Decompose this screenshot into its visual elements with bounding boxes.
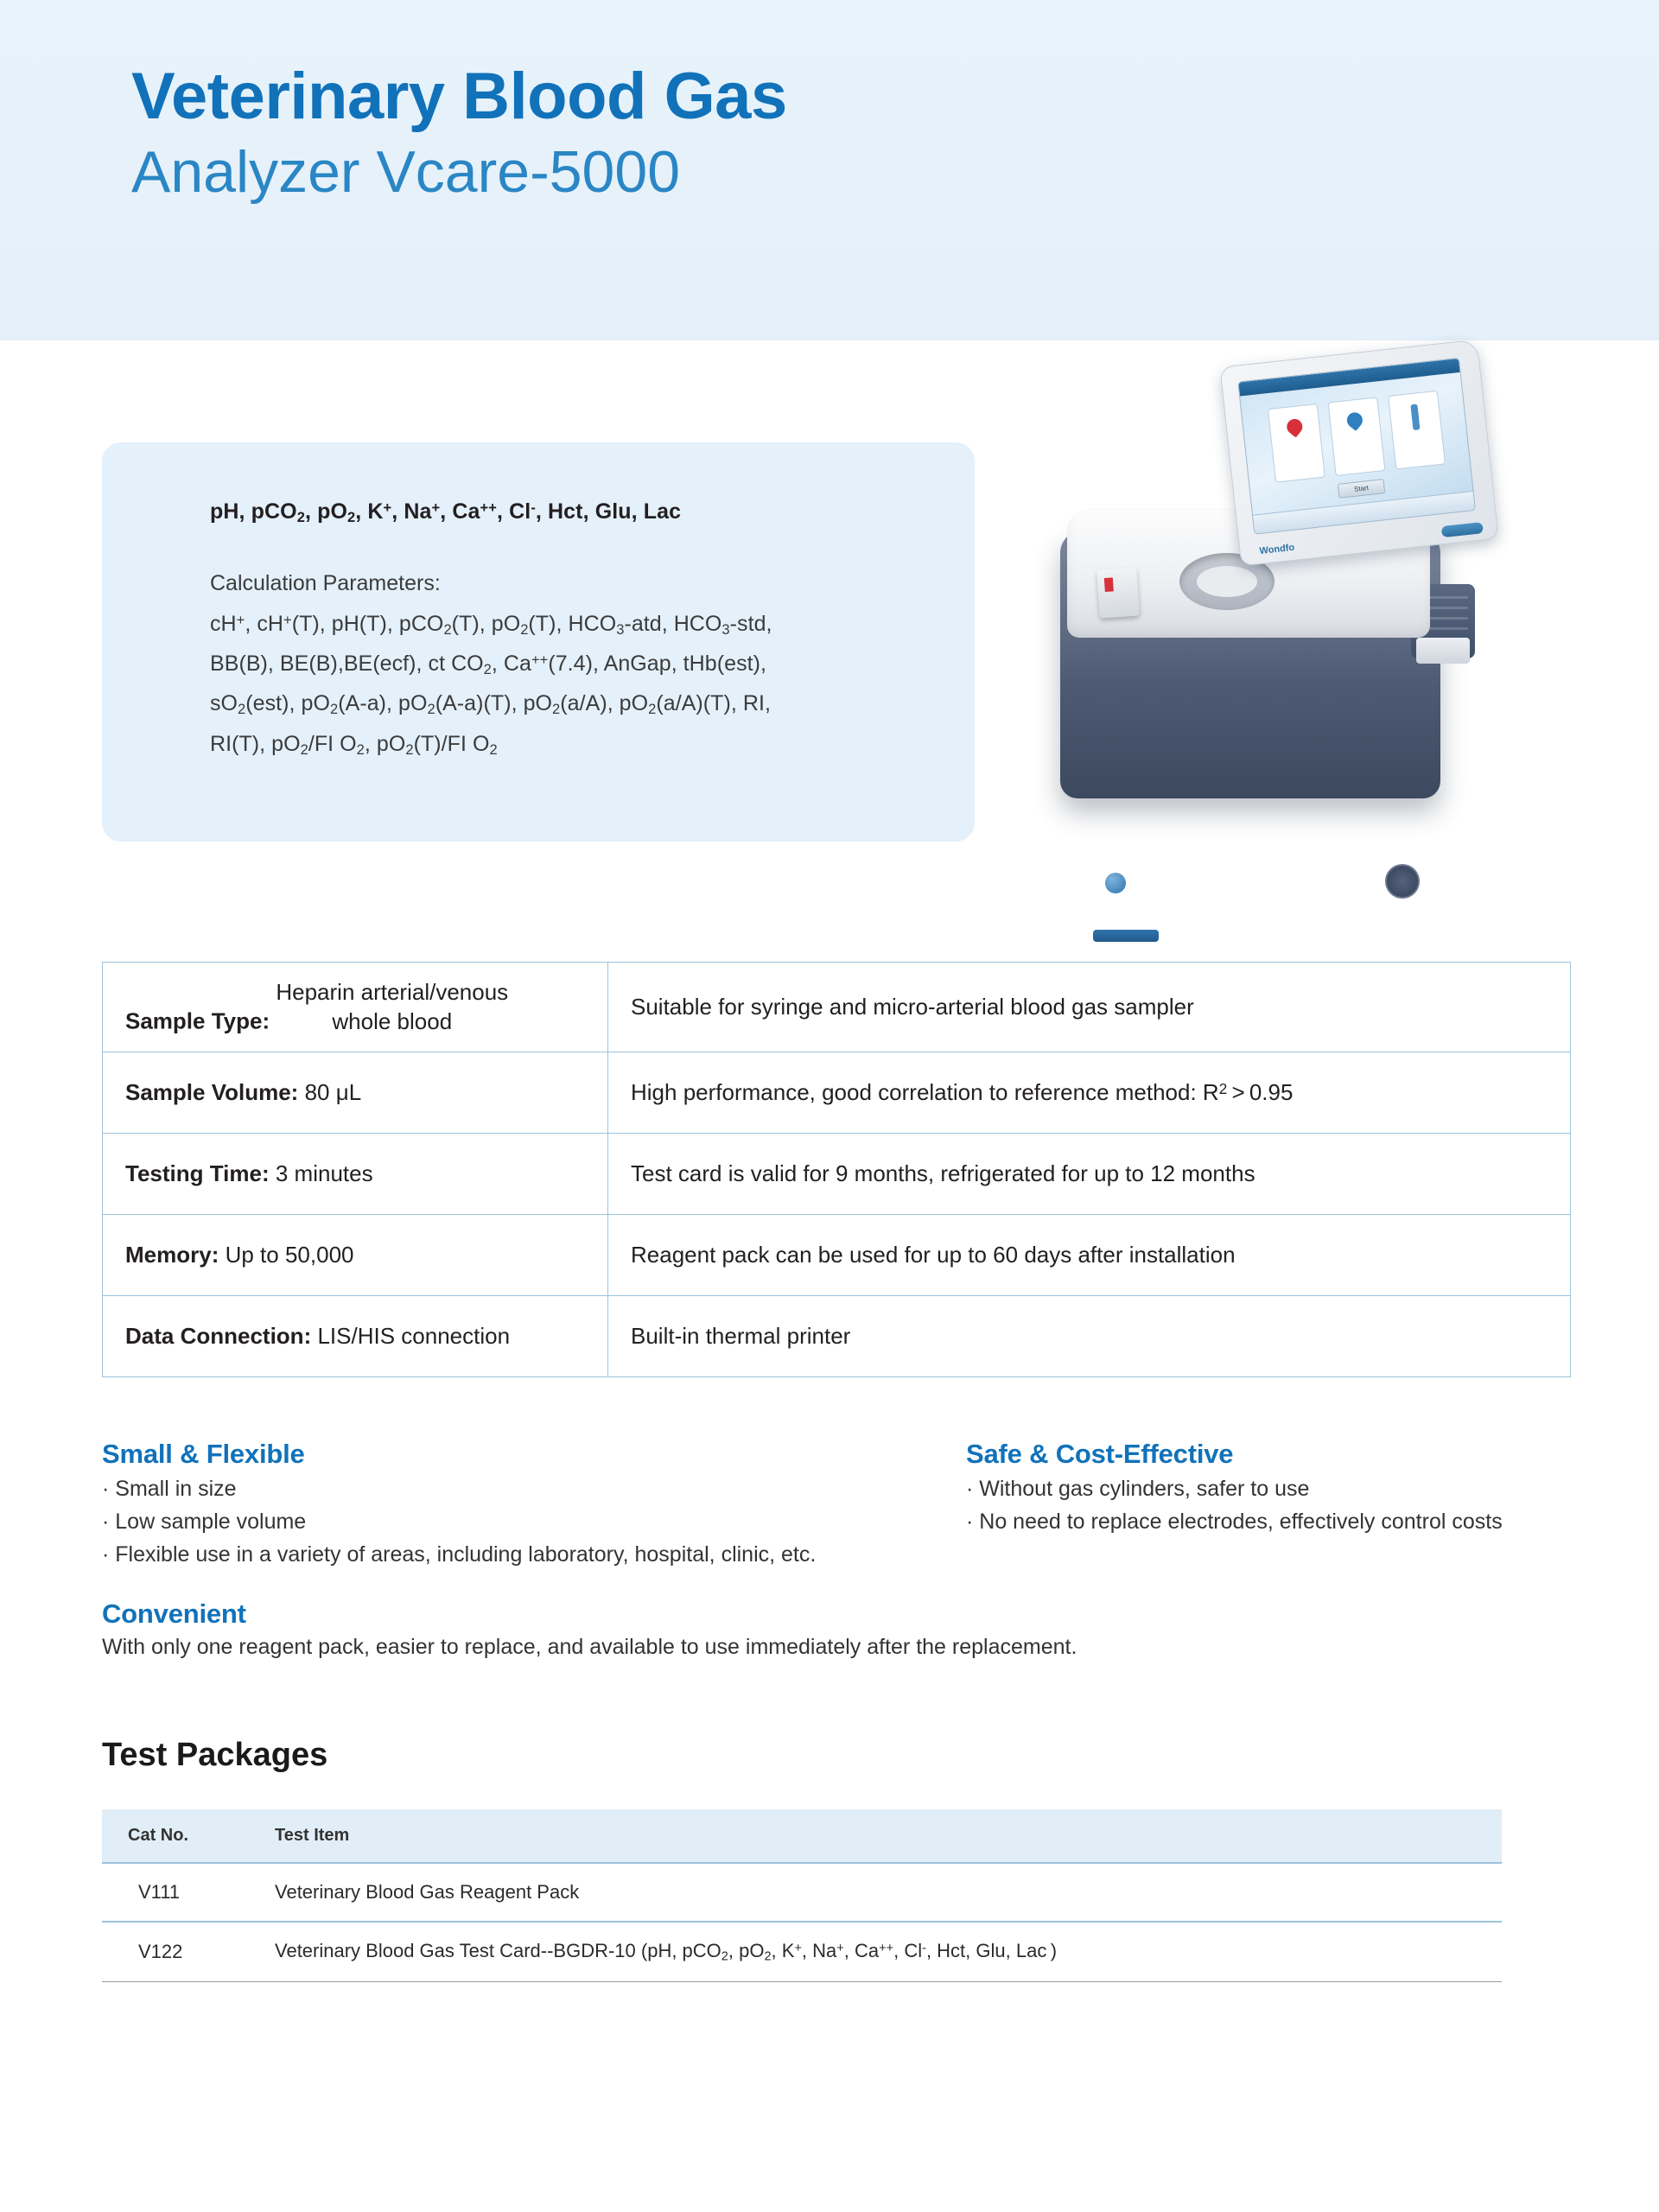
calculation-parameters-line-2: BB(B), BE(B),BE(ecf), ct $CO_2$, Ca++(7.4), AnGap, tHb(est), <box>210 652 766 678</box>
screen-start-button[interactable]: Start <box>1338 479 1386 499</box>
table-row <box>103 963 1571 1052</box>
spec-label: Sample Type: <box>125 1007 270 1034</box>
feature-title: Convenient <box>102 1599 246 1629</box>
device-sample-slot-inner <box>1197 566 1257 597</box>
screen-tile-syringe[interactable] <box>1388 391 1446 470</box>
spec-label: Sample Volume: <box>125 1078 299 1105</box>
spec-cell-sample-volume <box>103 1052 608 1134</box>
device-display-screen <box>1237 358 1476 535</box>
feature-group-small-flexible <box>102 1439 966 1573</box>
feature-bullet: · Small in size <box>102 1477 237 1501</box>
device-display-bezel <box>1219 339 1498 566</box>
table-row <box>103 1215 1571 1296</box>
spec-value: Up to 50,000 <box>225 1241 354 1268</box>
device-fan-icon <box>1385 864 1420 899</box>
page-header-band <box>0 0 1659 340</box>
test-packages-heading: Test Packages <box>102 1737 328 1773</box>
spec-cell-performance-note: High performance, good correlation to reference method: $R^2 > 0.95$ <box>608 1052 1571 1134</box>
calculation-parameters-line-4: RI(T), $pO_2/FI$ $O_2$, $pO_2(T)/FI$ $O_2$ <box>210 731 498 758</box>
table-row <box>102 1922 1502 1981</box>
table-row <box>103 1134 1571 1215</box>
spec-cell-sample-type <box>103 963 608 1052</box>
feature-title: Safe & Cost-Effective <box>966 1439 1234 1469</box>
specifications-table <box>102 962 1571 1377</box>
analyzer-device-image <box>1041 353 1499 957</box>
spec-value: LIS/HIS connection <box>317 1322 511 1349</box>
spec-value: 80 μL <box>304 1078 362 1105</box>
parameters-card-inner <box>102 442 975 759</box>
feature-bullet: · No need to replace electrodes, effectively control costs <box>966 1510 1503 1534</box>
page-subtitle: Analyzer Vcare-5000 <box>131 138 681 205</box>
spec-cell-printer-note: Built-in thermal printer <box>608 1296 1571 1377</box>
device-front-foot <box>1093 930 1159 942</box>
feature-bullet: · Low sample volume <box>102 1510 307 1534</box>
parameters-card <box>102 442 975 842</box>
spec-cell-reagent-note: Reagent pack can be used for up to 60 days after installation <box>608 1215 1571 1296</box>
spec-cell-testing-time <box>103 1134 608 1215</box>
column-header-cat-no: Cat No. <box>102 1809 240 1863</box>
cell-test-item: Veterinary Blood Gas Reagent Pack <box>240 1863 1502 1922</box>
measured-parameters-line: pH, pCO$_2$, $pO_2$, K+, Na+, Ca++, Cl-, Hct, Glu, Lac <box>210 499 682 526</box>
device-badge <box>1441 522 1484 537</box>
syringe-icon <box>1410 404 1420 430</box>
cell-cat-no: V122 <box>102 1922 240 1981</box>
spec-label: Testing Time: <box>125 1160 270 1186</box>
brand-logo: Wondfo <box>1259 542 1295 557</box>
table-header-row <box>102 1809 1502 1863</box>
water-drop-icon <box>1344 410 1365 431</box>
spec-cell-memory <box>103 1215 608 1296</box>
header-text-group <box>131 62 787 206</box>
test-card-strip-icon <box>1104 577 1114 592</box>
feature-bullet: · Without gas cylinders, safer to use <box>966 1477 1310 1501</box>
device-test-card <box>1096 567 1140 618</box>
screen-title-bar <box>1238 359 1459 397</box>
spec-label: Memory: <box>125 1241 219 1268</box>
screen-tile-blood-drop[interactable] <box>1268 404 1325 483</box>
feature-group-convenient <box>102 1599 1571 1660</box>
spec-label: Data Connection: <box>125 1322 312 1349</box>
cell-cat-no: V111 <box>102 1863 240 1922</box>
test-packages-table <box>102 1809 1502 1982</box>
feature-title: Small & Flexible <box>102 1439 305 1469</box>
page-title: Veterinary Blood Gas <box>131 60 787 133</box>
spec-cell-sample-type-note: Suitable for syringe and micro-arterial blood gas sampler <box>608 963 1571 1052</box>
feature-group-safe-cost-effective <box>966 1439 1571 1541</box>
table-row <box>103 1296 1571 1377</box>
cell-test-item: Veterinary Blood Gas Test Card--BGDR-10 (pH, pCO$_2$, $pO_2$, K+, Na+, Ca++, Cl-, Hct, Glu, Lac ) <box>240 1922 1502 1981</box>
calculation-parameters-line-3: $sO_2(est)$, $pO_2(A-a)$, $pO_2(A-a)(T)$, $pO_2(a/A)$, $pO_2(a/A)(T)$, RI, <box>210 691 771 718</box>
spec-value: Heparin arterial/venous whole blood <box>276 979 509 1034</box>
feature-description: With only one reagent pack, easier to replace, and available to use immediately after the replacement. <box>102 1635 1077 1659</box>
spec-value: 3 minutes <box>275 1160 373 1186</box>
table-row <box>103 1052 1571 1134</box>
screen-tile-sample-blue[interactable] <box>1327 397 1385 476</box>
device-side-panel <box>1416 638 1470 664</box>
table-row <box>102 1863 1502 1922</box>
calculation-parameters-line-1: cH+, cH+(T), pH(T), pCO$_2$(T), $pO_2(T)$, $HCO_3$-atd, $HCO_3$-std, <box>210 612 772 639</box>
spec-cell-data-connection <box>103 1296 608 1377</box>
feature-bullet: · Flexible use in a variety of areas, including laboratory, hospital, clinic, etc. <box>102 1542 817 1567</box>
spec-cell-test-card-note: Test card is valid for 9 months, refrigerated for up to 12 months <box>608 1134 1571 1215</box>
device-knob-icon <box>1105 873 1126 893</box>
blood-drop-icon <box>1284 416 1306 437</box>
column-header-test-item: Test Item <box>240 1809 1502 1863</box>
calculation-parameters-heading: Calculation Parameters: <box>210 571 441 596</box>
screen-status-bar <box>1253 491 1475 534</box>
